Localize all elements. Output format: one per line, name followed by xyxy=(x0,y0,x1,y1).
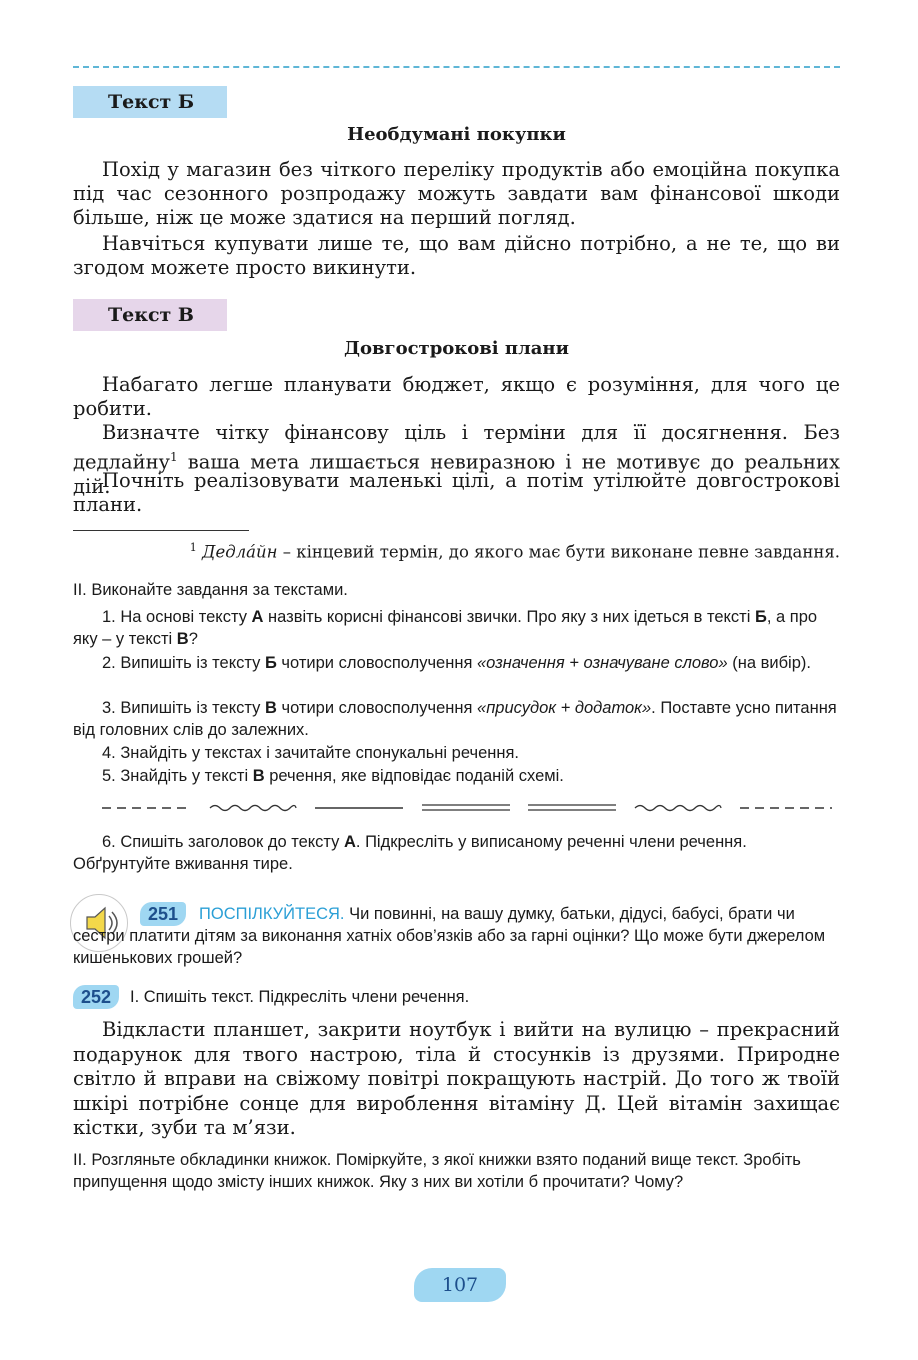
sentence-scheme xyxy=(100,798,840,818)
footnote-term: Дедла́йн xyxy=(202,542,278,562)
exercise-252-badge: 252 xyxy=(73,985,119,1009)
page-number: 107 xyxy=(414,1268,506,1302)
section-2-heading: ІІ. Виконайте завдання за текстами. xyxy=(73,581,348,599)
task-1: 1. На основі тексту А назвіть корисні фінансові звички. Про яку з них ідеться в тексті Б, а про яку – у тексті В? xyxy=(73,608,818,648)
text-v-title: Довгострокові плани xyxy=(344,338,569,359)
text-b-paragraph-1: Похід у магазин без чіткого переліку продуктів або емоційна покупка під час сезонного розпродажу можуть завдати вам фінансової шкоди більше, ніж це може здатися на перший погляд. xyxy=(73,158,840,229)
task-2: 2. Випишіть із тексту Б чотири словосполучення «означення + означуване слово» (на вибір). xyxy=(102,654,811,672)
task-3: 3. Випишіть із тексту В чотири словосполучення «присудок + додаток». Поставте усно питання від головних слів до залежних. xyxy=(73,699,837,739)
exercise-251-badge: 251 xyxy=(140,902,186,926)
footnote-marker: 1 xyxy=(170,450,178,464)
exercise-251-text: ПОСПІЛКУЙТЕСЯ. Чи повинні, на вашу думку, батьки, дідусі, бабусі, брати чи сестри платити дітям за виконання хатніх обов’язків або за гарні оцінки? Що може бути джерелом кишенькових грошей? xyxy=(73,905,826,967)
exercise-252-text: Відкласти планшет, закрити ноутбук і вийти на вулицю – прекрасний подарунок для твого настрою, тіла й стосунків із друзями. Природне світло й вправи на свіжому повітрі покращують настрій. До того ж твоїй шкірі потрібне сонце для вироблення вітаміну Д. Цей вітамін захищає кістки, зуби та м’язи. xyxy=(73,1018,840,1139)
task-5: 5. Знайдіть у тексті В речення, яке відповідає поданій схемі. xyxy=(102,767,564,785)
text-b-label: Текст Б xyxy=(73,86,227,118)
top-dashed-divider xyxy=(73,66,840,68)
exercise-252-task-1: І. Спишіть текст. Підкресліть члени речення. xyxy=(130,988,470,1006)
text-b-title: Необдумані покупки xyxy=(347,124,566,145)
exercise-252-task-2: ІІ. Розгляньте обкладинки книжок. Поміркуйте, з якої книжки взято поданий вище текст. Зробіть припущення щодо змісту інших книжок. Яку з них ви хотіли б прочитати? Чому? xyxy=(73,1151,801,1191)
footnote: $^1$ Дедла́йн – кінцевий термін, до якого має бути виконане певне завдання. xyxy=(189,541,840,562)
scheme-wavy-line xyxy=(210,806,296,811)
scheme-wavy-line xyxy=(635,806,721,811)
text-v-paragraph-1: Набагато легше планувати бюджет, якщо є розуміння, для чого це робити. xyxy=(73,373,840,420)
task-4: 4. Знайдіть у текстах і зачитайте спонукальні речення. xyxy=(102,744,519,762)
text-v-label: Текст В xyxy=(73,299,227,331)
text-b-paragraph-2: Навчіться купувати лише те, що вам дійсно потрібно, а не те, що ви згодом можете просто викинути. xyxy=(73,232,840,279)
exercise-251-lead: ПОСПІЛКУЙТЕСЯ. xyxy=(199,905,345,923)
text-v-paragraph-3: Почніть реалізовувати маленькі цілі, а потім утілюйте довгострокові плани. xyxy=(73,469,840,516)
text-v-paragraph-2: Визначте чітку фінансову ціль і терміни для її досягнення. Без дедлайну$^1$ ваша мета лишається невиразною і не мотивує до реальних дій. xyxy=(73,421,840,498)
footnote-divider xyxy=(73,530,249,531)
task-6: 6. Спишіть заголовок до тексту А. Підкресліть у виписаному реченні члени речення. Обґрунтуйте вживання тире. xyxy=(73,833,747,873)
